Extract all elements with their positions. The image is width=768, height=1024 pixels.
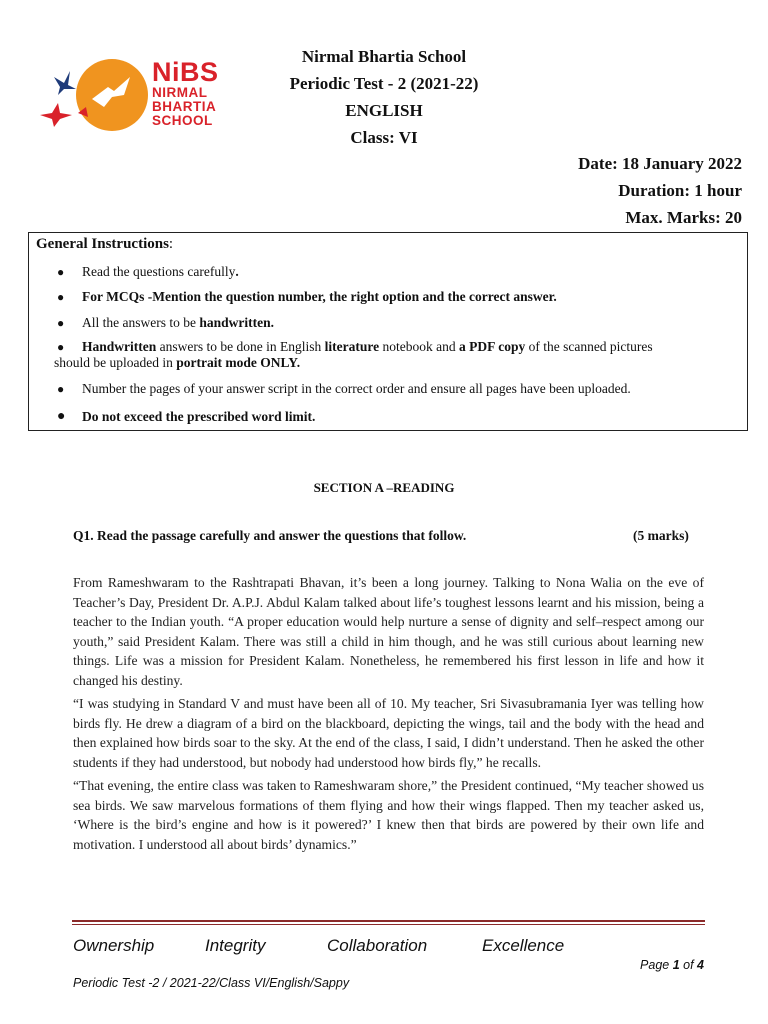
logo-abbr: NiBS — [152, 57, 219, 87]
instruction-item: ● All the answers to be handwritten. — [57, 315, 274, 330]
school-logo — [34, 55, 234, 135]
test-name: Periodic Test - 2 (2021-22) — [289, 74, 479, 93]
logo-line-1: NIRMAL — [152, 85, 208, 100]
exam-duration: Duration: 1 hour — [618, 181, 742, 200]
instruction-item: ● Do not exceed the prescribed word limit. — [57, 409, 316, 424]
bullet-icon: ● — [57, 265, 65, 279]
reading-passage — [73, 573, 704, 858]
value-ownership: Ownership — [73, 936, 155, 955]
footer-divider-thin — [72, 924, 705, 925]
class-label: Class: VI — [350, 128, 418, 147]
instruction-item: ● Handwritten answers to be done in English literature notebook and a PDF copy of the scanned pictures should be uploaded in portrait mode ONLY. — [54, 339, 653, 370]
question-1-marks: (5 marks) — [633, 528, 689, 543]
instruction-item: ● Read the questions carefully. — [57, 264, 239, 279]
max-marks: Max. Marks: 20 — [625, 208, 742, 227]
footer-divider — [72, 920, 705, 922]
logo-wordmark — [152, 59, 219, 128]
general-instructions-box — [28, 232, 748, 431]
passage-paragraph: “I was studying in Standard V and must have been all of 10. My teacher, Sri Sivasubramania Iyer was telling how birds fly. He drew a diagram of a bird on the blackboard, depicting the wings, tail and the body with the head and then explained how birds soar to the sky. At the end of the class, I said, I didn’t understand. Then he asked the other students if they had understood, but nobody had understood how birds fly,” he recalls. — [73, 696, 704, 770]
logo-line-2: BHARTIA — [152, 99, 217, 114]
instructions-title: General Instructions: — [36, 236, 174, 252]
instruction-item: ● For MCQs -Mention the question number, the right option and the correct answer. — [57, 289, 557, 304]
passage-paragraph: “That evening, the entire class was taken to Rameshwaram shore,” the President continued, “My teacher showed us sea birds. We saw marvelous formations of them flying and how their wings flapped. Then my teacher asked us, ‘Where is the bird’s engine and how is it powered?’ I knew then that birds are powered by their own life and motivation. I understood all about birds’ dynamics.” — [73, 778, 704, 852]
question-1: Q1. Read the passage carefully and answer the questions that follow. — [73, 528, 467, 543]
value-integrity: Integrity — [205, 936, 266, 955]
bullet-icon: ● — [57, 409, 66, 424]
page-number: Page 1 of 4 — [640, 958, 704, 972]
document-code: Periodic Test -2 / 2021-22/Class VI/English/Sappy — [73, 976, 350, 990]
section-title: SECTION A –READING — [313, 480, 455, 495]
subject: ENGLISH — [345, 101, 423, 120]
exam-details — [578, 150, 742, 231]
bullet-icon: ● — [57, 290, 65, 304]
bullet-icon: ● — [57, 340, 65, 354]
instruction-item: ● Number the pages of your answer script in the correct order and ensure all pages have been uploaded. — [57, 381, 631, 396]
exam-header — [230, 43, 538, 151]
bullet-icon: ● — [57, 316, 65, 330]
logo-line-3: SCHOOL — [152, 113, 213, 128]
school-name: Nirmal Bhartia School — [301, 47, 467, 66]
passage-paragraph: From Rameshwaram to the Rashtrapati Bhavan, it’s been a long journey. Talking to Nona Walia on the eve of Teacher’s Day, President Dr. A.P.J. Abdul Kalam talked about life’s toughest lessons learnt and his mission, being a teacher to the Indian youth. “A proper education would help nurture a sense of dignity and self–respect among our youth,” said President Kalam. There was still a child in him though, and he was still curious about learning new things. Life was a mission for President Kalam. Nonetheless, he remembered his first lesson in life and how it changed his destiny. — [73, 575, 704, 688]
logo-emblem-icon — [34, 55, 154, 135]
bullet-icon: ● — [57, 382, 65, 396]
value-collaboration: Collaboration — [327, 936, 428, 955]
exam-date: Date: 18 January 2022 — [578, 154, 742, 173]
value-excellence: Excellence — [482, 936, 565, 955]
